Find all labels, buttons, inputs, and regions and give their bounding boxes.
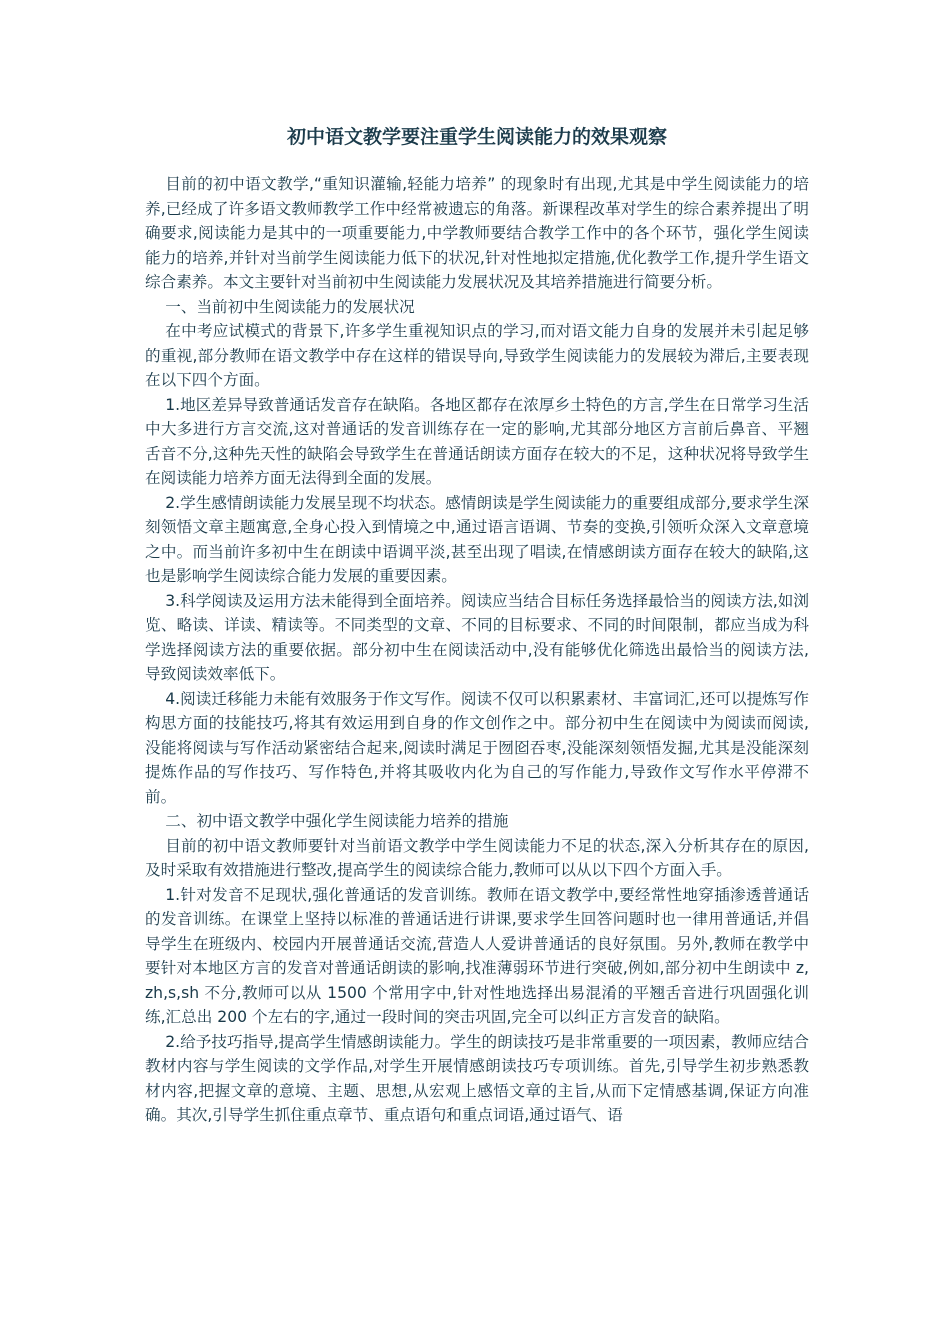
section-1-heading: 一、当前初中生阅读能力的发展状况: [165, 297, 415, 316]
document-page: [145, 118, 809, 1128]
section-1-intro: 在中考应试模式的背景下,许多学生重视知识点的学习,而对语文能力自身的发展并未引起足够的重视,部分教师在语文教学中存在这样的错误导向,导致学生阅读能力的发展较为滞后,主要表现在以下四个方面。: [145, 322, 809, 389]
intro-paragraph: 目前的初中语文教学,“重知识灌输,轻能力培养” 的现象时有出现,尤其是中学生阅读能力的培养,已经成了许多语文教师教学工作中经常被遗忘的角落。新课程改革对学生的综合素养提出了明确要求,阅读能力是其中的一项重要能力,中学教师要结合教学工作中的各个环节，强化学生阅读能力的培养,并针对当前学生阅读能力低下的状况,针对性地拟定措施,优化教学工作,提升学生语文综合素养。本文主要针对当前初中生阅读能力发展状况及其培养措施进行简要分析。: [145, 175, 809, 291]
section-1-item-3: 3.科学阅读及运用方法未能得到全面培养。阅读应当结合目标任务选择最恰当的阅读方法,如浏览、略读、详读、精读等。不同类型的文章、不同的目标要求、不同的时间限制，都应当成为科学选择阅读方法的重要依据。部分初中生在阅读活动中,没有能够优化筛选出最恰当的阅读方法,导致阅读效率低下。: [145, 591, 809, 683]
section-2-item-2: 2.给予技巧指导,提高学生情感朗读能力。学生的朗读技巧是非常重要的一项因素，教师应结合教材内容与学生阅读的文学作品,对学生开展情感朗读技巧专项训练。首先,引导学生初步熟悉教材内容,把握文章的意境、主题、思想,从宏观上感悟文章的主旨,从而下定情感基调,保证方向准确。其次,引导学生抓住重点章节、重点语句和重点词语,通过语气、语: [145, 1032, 809, 1124]
section-2-heading: 二、初中语文教学中强化学生阅读能力培养的措施: [165, 812, 509, 830]
document-title: 初中语文教学要注重学生阅读能力的效果观察: [286, 126, 667, 148]
section-1-item-2: 2.学生感情朗读能力发展呈现不均状态。感情朗读是学生阅读能力的重要组成部分,要求学生深刻领悟文章主题寓意,全身心投入到情境之中,通过语言语调、节奏的变换,引领听众深入文章意境之中。而当前许多初中生在朗读中语调平淡,甚至出现了唱读,在情感朗读方面存在较大的缺陷,这也是影响学生阅读综合能力发展的重要因素。: [145, 493, 809, 585]
section-1-item-1: 1.地区差异导致普通话发音存在缺陷。各地区都存在浓厚乡土特色的方言,学生在日常学习生活中大多进行方言交流,这对普通话的发音训练存在一定的影响,尤其部分地区方言前后鼻音、平翘舌音不分,这种先天性的缺陷会导致学生在普通话朗读方面存在较大的不足，这种状况将导致学生在阅读能力培养方面无法得到全面的发展。: [145, 395, 809, 487]
section-2-intro: 目前的初中语文教师要针对当前语文教学中学生阅读能力不足的状态,深入分析其存在的原因,及时采取有效措施进行整改,提高学生的阅读综合能力,教师可以从以下四个方面入手。: [145, 836, 809, 879]
section-2-item-1: 1.针对发音不足现状,强化普通话的发音训练。教师在语文教学中,要经常性地穿插渗透普通话的发音训练。在课堂上坚持以标准的普通话进行讲课,要求学生回答问题时也一律用普通话,并倡导学生在班级内、校园内开展普通话交流,营造人人爱讲普通话的良好氛围。另外,教师在教学中要针对本地区方言的发音对普通话朗读的影响,找准薄弱环节进行突破,例如,部分初中生朗读中 z,zh,s,sh 不分,教师可以从 1500 个常用字中,针对性地选择出易混淆的平翘舌音进行巩固强化训练,汇总出 200 个左右的字,通过一段时间的突击巩固,完全可以纠正方言发音的缺陷。: [145, 885, 809, 1026]
section-1-item-4: 4.阅读迁移能力未能有效服务于作文写作。阅读不仅可以积累素材、丰富词汇,还可以提炼写作构思方面的技能技巧,将其有效运用到自身的作文创作之中。部分初中生在阅读中为阅读而阅读,没能将阅读与写作活动紧密结合起来,阅读时满足于囫囵吞枣,没能深刻领悟发掘,尤其是没能深刻提炼作品的写作技巧、写作特色,并将其吸收内化为自己的写作能力,导致作文写作水平停滞不前。: [145, 689, 809, 806]
